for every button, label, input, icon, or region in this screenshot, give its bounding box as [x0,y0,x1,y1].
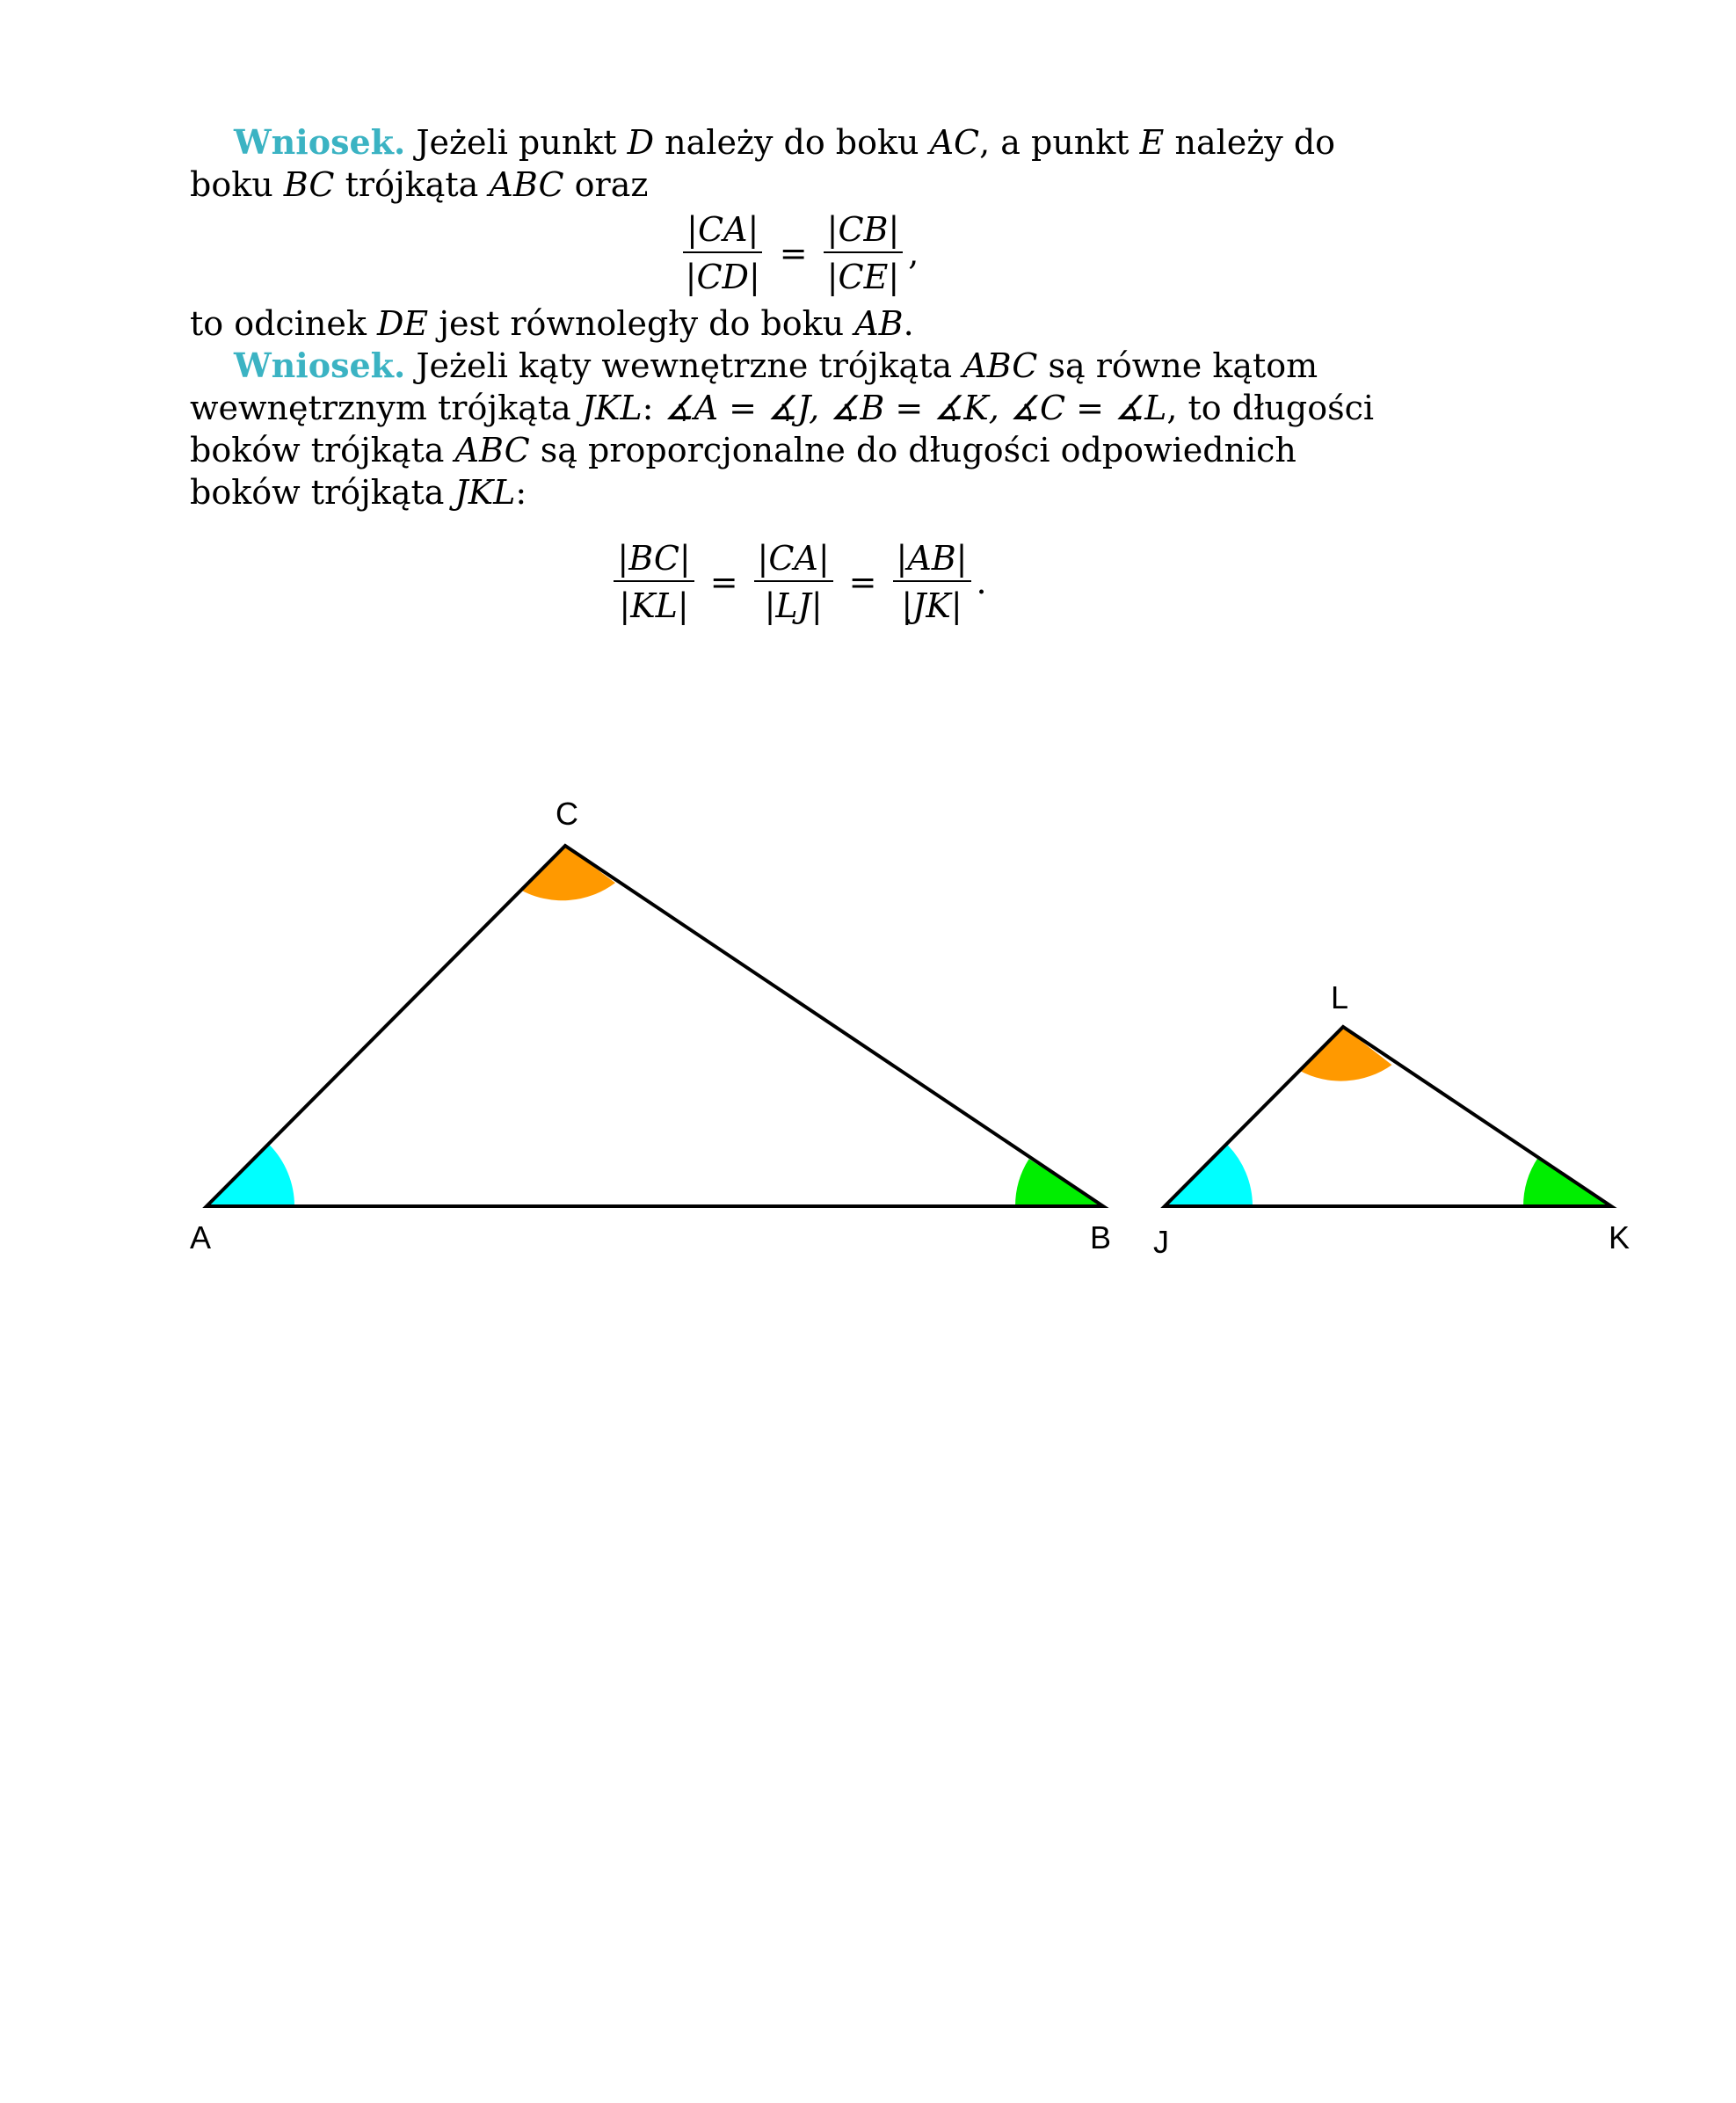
angle-j-marker [1165,1144,1253,1206]
corollary-1-intro: Wniosek. Jeżeli punkt D należy do boku AC, a punkt E należy do boku BC trójkąta ABC oraz [190,122,1336,204]
corollary-2-lead: Wniosek. [234,346,406,385]
angle-l-marker [1299,1027,1391,1081]
corollary-1-lead: Wniosek. [234,122,406,162]
equation-1: $\frac{|CA|}{|CD|}$ = $\frac{|CB|}{|CE|}$ , [190,209,1407,297]
triangle-abc [207,846,1103,1206]
vertex-label-j: J [1153,1224,1169,1260]
corollary-2: Wniosek. Jeżeli kąty wewnętrzne trójkąta ABC są równe kątom wewnętrznym trójkąta JKL: ∡A = ∡J, ∡B = ∡K, ∡C = ∡L, to długości boków trójkąta ABC są proporcjonalne do długości odpowiednich boków trójkąta JKL: [190,346,1375,512]
fraction-ab-jk: $\frac{|AB|}{|JK|}$ [890,538,975,626]
vertex-label-c: C [556,796,578,832]
angle-c-marker [519,846,615,900]
fraction-ca-cd: $\frac{|CA|}{|CD|}$ [679,209,767,297]
vertex-label-a: A [190,1219,212,1255]
fraction-bc-kl: $\frac{|BC|}{|KL|}$ [610,538,697,626]
angle-a-marker [207,1145,294,1206]
vertex-label-k: K [1609,1219,1631,1255]
fraction-ca-lj: $\frac{|CA|}{|LJ|}$ [751,538,837,626]
vertex-label-b: B [1090,1219,1112,1255]
corollary-1-conclusion: to odcinek DE jest równoległy do boku AB. [190,304,914,343]
equation-2: $\frac{|BC|}{|KL|}$ = $\frac{|CA|}{|LJ|}$ = $\frac{|AB|}{|JK|}$ . [190,538,1407,626]
angle-equalities: ∡A = ∡J, ∡B = ∡K, ∡C = ∡L [664,389,1167,427]
fraction-cb-ce: $\frac{|CB|}{|CE|}$ [820,209,907,297]
vertex-label-l: L [1331,979,1349,1015]
